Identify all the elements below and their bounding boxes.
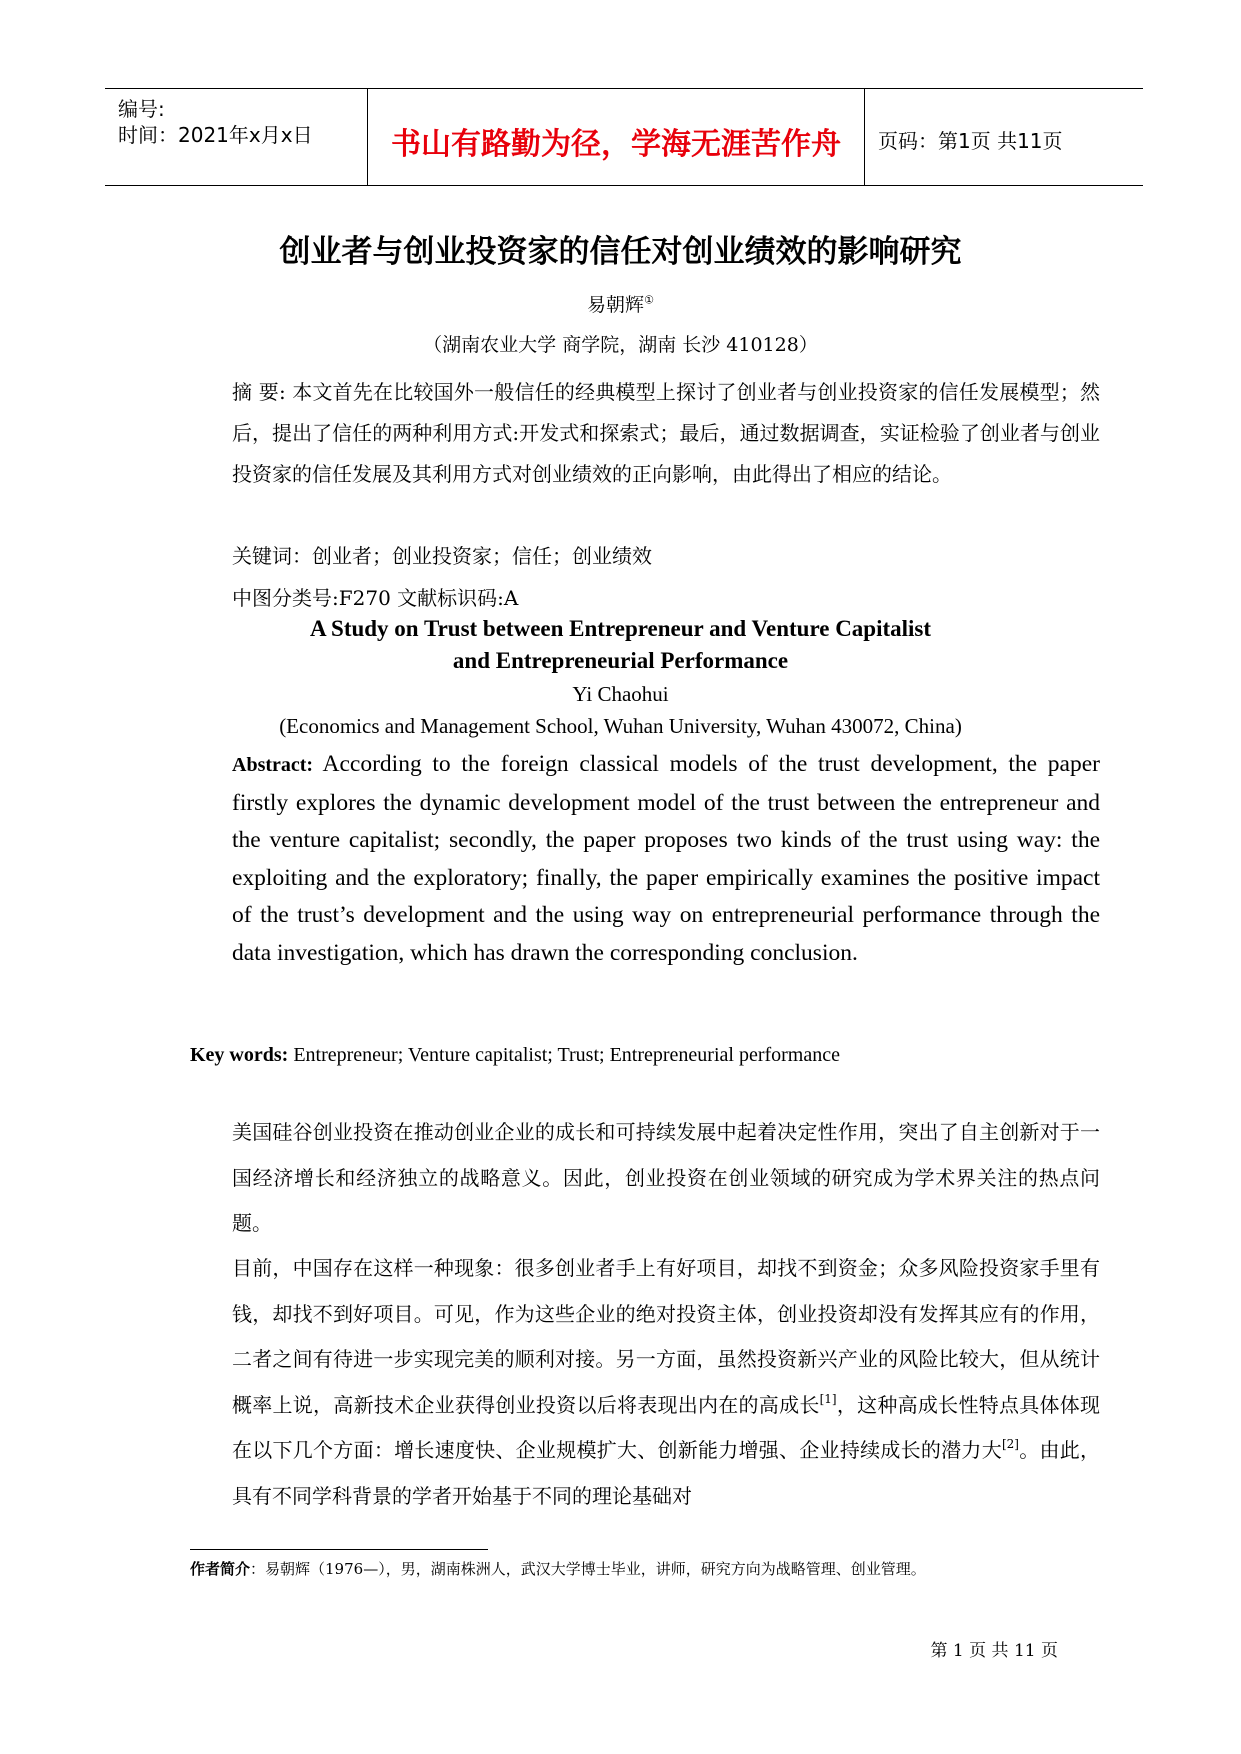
serial-number-label: 编号: <box>118 97 165 121</box>
abstract-en-text: According to the foreign classical models of the trust development, the paper firstly explores the dynamic development model of the trust between the entrepreneur and the venture capitalist; secondly, the paper proposes two kinds of the trust using way: the exploiting and the exploratory; finally, the paper empirically examines the positive impact of the trust’s development and the using way on entrepreneurial performance through the data investigation, which has drawn the corresponding conclusion. <box>232 751 1100 966</box>
header-motto-cell <box>368 89 865 185</box>
author-footnote <box>190 1558 1058 1581</box>
affiliation-cn: （湖南农业大学 商学院，湖南 长沙 410128） <box>423 334 818 356</box>
footnote-divider <box>190 1549 488 1550</box>
keywords-cn: 关键词：创业者；创业投资家；信任；创业绩效 <box>232 544 652 568</box>
time-label: 时间：2021年x月x日 <box>118 123 313 147</box>
paper-title: 创业者与创业投资家的信任对创业绩效的影响研究 <box>279 234 962 270</box>
body-paragraph-1: 美国硅谷创业投资在推动创业企业的成长和可持续发展中起着决定性作用，突出了自主创新对于一国经济增长和经济独立的战略意义。因此，创业投资在创业领域的研究成为学术界关注的热点问题。 <box>232 1120 1100 1235</box>
keywords-en <box>190 1044 840 1067</box>
body-p2-part-a: 目前，中国存在这样一种现象：很多创业者手上有好项目，却找不到资金；众多风险投资家手里有钱，却找不到好项目。可见，作为这些企业的绝对投资主体，创业投资却没有发挥其应有的作用，二者之间有待进一步实现完美的顺利对接。另一方面，虽然投资新兴产业的风险比较大，但从统计概率上说，高新技术企业获得创业投资以后将表现出内在的高成长 <box>232 1256 1100 1417</box>
keywords-en-label: Key words: <box>190 1044 289 1066</box>
body-paragraph-2 <box>190 1246 1100 1519</box>
footnote-text: ：易朝辉（1976—），男，湖南株洲人，武汉大学博士毕业，讲师，研究方向为战略管理、创业管理。 <box>250 1560 926 1578</box>
header-page-cell <box>865 89 1143 185</box>
motto-text: 书山有路勤为径，学海无涯苦作舟 <box>391 127 841 162</box>
title-en-line2: and Entrepreneurial Performance <box>452 648 789 673</box>
page-code: 页码：第1页 共11页 <box>878 129 1063 153</box>
title-en-line1: A Study on Trust between Entrepreneur and Venture Capitalist <box>309 616 932 641</box>
abstract-cn <box>190 372 1100 495</box>
header-info-cell <box>105 89 368 185</box>
page-header <box>105 88 1143 186</box>
author-en: Yi Chaohui <box>572 682 669 706</box>
author-footnote-mark: ① <box>644 293 654 307</box>
page-footer: 第 1 页 共 11 页 <box>930 1641 1058 1661</box>
keywords-en-text: Entrepreneur; Venture capitalist; Trust; Entrepreneurial performance <box>288 1044 840 1066</box>
reference-2: [2] <box>1001 1437 1019 1451</box>
affiliation-en: (Economics and Management School, Wuhan University, Wuhan 430072, China) <box>279 714 962 738</box>
abstract-cn-text: 本文首先在比较国外一般信任的经典模型上探讨了创业者与创业投资家的信任发展模型；然后，提出了信任的两种利用方式:开发式和探索式；最后，通过数据调查，实证检验了创业者与创业投资家的信任发展及其利用方式对创业绩效的正向影响，由此得出了相应的结论。 <box>232 380 1100 486</box>
author-cn-name: 易朝辉 <box>587 294 645 316</box>
body-p2-part-c: 。由此，具有不同学科背景的学者开始基于不同的理论基础对 <box>232 1438 1101 1508</box>
footnote-label: 作者简介 <box>190 1560 251 1578</box>
reference-1: [1] <box>819 1391 837 1406</box>
author-cn <box>0 290 1241 317</box>
abstract-en-label: Abstract: <box>232 754 314 776</box>
abstract-cn-label: 摘 要: <box>232 380 286 404</box>
classification-code: 中图分类号:F270 文献标识码:A <box>232 586 519 610</box>
abstract-en <box>190 746 1100 972</box>
body-p2-part-b: ，这种高成长性特点具体体现在以下几个方面：增长速度快、企业规模扩大、创新能力增强、企业持续成长的潜力大 <box>232 1392 1101 1462</box>
